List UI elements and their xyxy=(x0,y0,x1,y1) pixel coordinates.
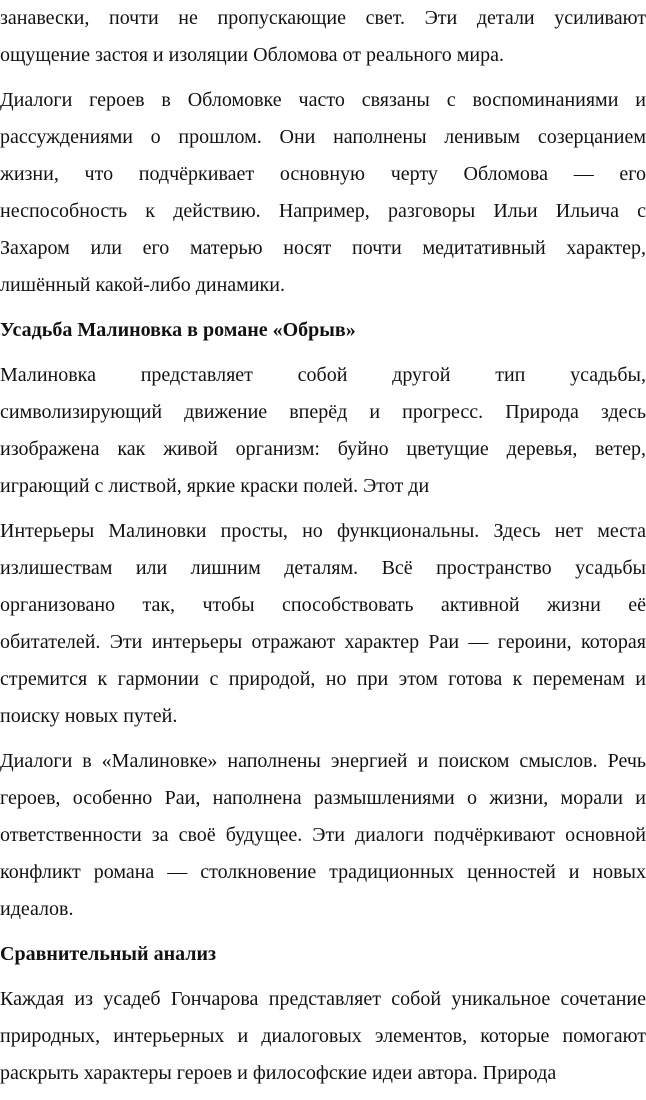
heading-malinovka: Усадьба Малиновка в романе «Обрыв» xyxy=(0,319,356,341)
heading-comparative-analysis: Сравнительный анализ xyxy=(0,943,217,965)
text-line: ответственности за своё будущее. Эти диалоги подчёркивают основной xyxy=(0,824,646,846)
paragraph xyxy=(0,513,646,735)
paragraph xyxy=(0,0,646,74)
text-line: природных, интерьерных и диалоговых элементов, которые помогают xyxy=(0,1025,646,1047)
text-line: жизни, что подчёркивает основную черту Обломова — его xyxy=(0,163,646,185)
paragraph xyxy=(0,82,646,304)
text-line: идеалов. xyxy=(0,898,74,920)
text-line: изображена как живой организм: буйно цветущие деревья, ветер, xyxy=(0,438,646,460)
text-line: символизирующий движение вперёд и прогресс. Природа здесь xyxy=(0,401,646,423)
text-line: занавески, почти не пропускающие свет. Эти детали усиливают xyxy=(0,7,646,29)
text-line: Диалоги героев в Обломовке часто связаны с воспоминаниями и xyxy=(0,89,646,111)
text-line: героев, особенно Раи, наполнена размышлениями о жизни, морали и xyxy=(0,787,646,809)
text-line: играющий с листвой, яркие краски полей. Этот ди xyxy=(0,475,430,497)
text-line: организовано так, чтобы способствовать активной жизни её xyxy=(0,594,646,616)
text-line: излишествам или лишним деталям. Всё пространство усадьбы xyxy=(0,557,646,579)
text-line: Малиновка представляет собой другой тип усадьбы, xyxy=(0,364,646,386)
text-line: Захаром или его матерью носят почти медитативный характер, xyxy=(0,237,646,259)
text-line: поиску новых путей. xyxy=(0,705,178,727)
text-line: обитателей. Эти интерьеры отражают характер Раи — героини, которая xyxy=(0,631,646,653)
section-comparative-analysis xyxy=(0,981,646,1092)
text-line: рассуждениями о прошлом. Они наполнены ленивым созерцанием xyxy=(0,126,646,148)
section-oblomovka-end xyxy=(0,0,646,304)
text-line: стремится к гармонии с природой, но при этом готова к переменам и xyxy=(0,668,646,690)
text-line: неспособность к действию. Например, разговоры Ильи Ильича с xyxy=(0,200,646,222)
text-line: лишённый какой-либо динамики. xyxy=(0,274,285,296)
paragraph xyxy=(0,357,646,505)
text-line: Интерьеры Малиновки просты, но функциональны. Здесь нет места xyxy=(0,520,646,542)
text-line: раскрыть характеры героев и философские идеи автора. Природа xyxy=(0,1062,557,1084)
paragraph xyxy=(0,743,646,928)
text-line: Диалоги в «Малиновке» наполнены энергией и поиском смыслов. Речь xyxy=(0,750,646,772)
text-line: ощущение застоя и изоляции Обломова от реального мира. xyxy=(0,44,504,66)
paragraph xyxy=(0,981,646,1092)
text-line: Каждая из усадеб Гончарова представляет собой уникальное сочетание xyxy=(0,988,646,1010)
section-malinovka xyxy=(0,357,646,928)
text-line: конфликт романа — столкновение традиционных ценностей и новых xyxy=(0,861,646,883)
